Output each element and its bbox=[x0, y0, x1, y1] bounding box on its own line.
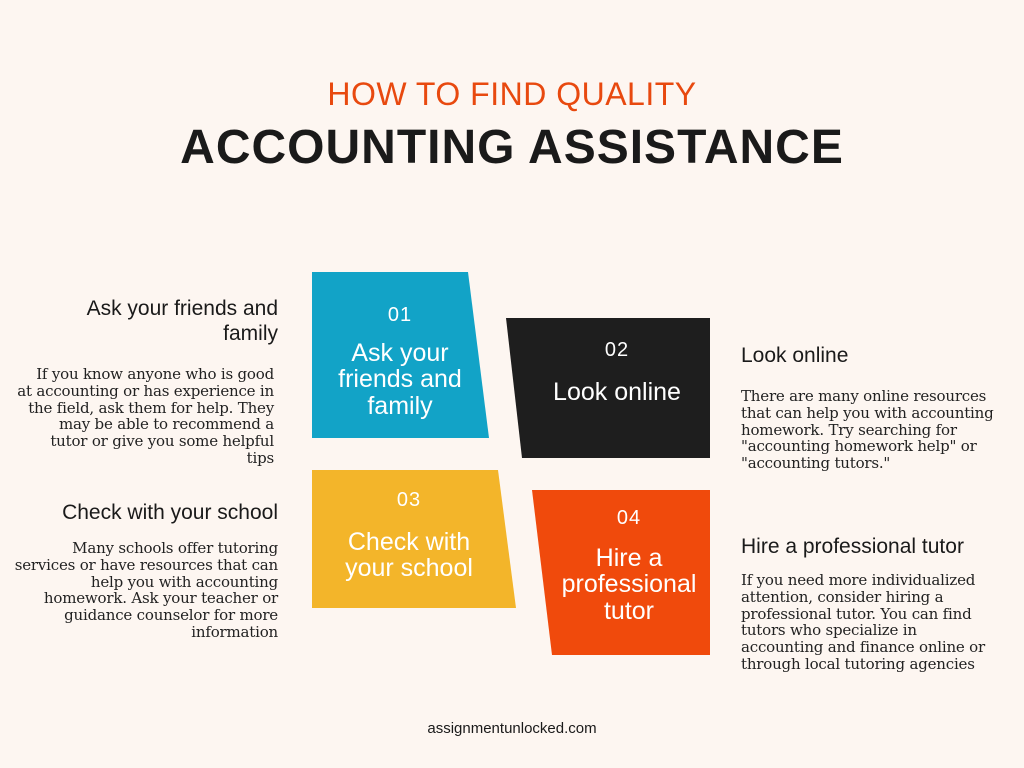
step-4-description-line: attention, consider hiring a bbox=[741, 587, 944, 606]
step-2-description bbox=[741, 388, 1017, 472]
step-4-heading-line: Hire a professional tutor bbox=[741, 535, 964, 558]
step-4-label-line: Hire a bbox=[595, 544, 663, 572]
step-2-heading bbox=[741, 343, 1011, 368]
step-4-card bbox=[548, 508, 710, 624]
step-1-description-line: tutor or give you some helpful bbox=[50, 432, 274, 451]
step-3-card bbox=[318, 490, 500, 582]
step-4-label-line: professional bbox=[561, 570, 697, 599]
page-title: ACCOUNTING ASSISTANCE bbox=[180, 121, 844, 174]
step-2-description-line: There are many online resources bbox=[741, 387, 987, 405]
step-4-label bbox=[548, 545, 710, 624]
step-1-description bbox=[6, 366, 274, 467]
step-1-heading-line: Ask your friends and bbox=[86, 297, 278, 320]
step-3-description-line: services or have resources that can bbox=[14, 555, 278, 574]
step-4-description bbox=[741, 572, 1017, 673]
step-4-label-line: tutor bbox=[603, 596, 655, 625]
step-4-description-line: If you need more individualized bbox=[741, 571, 976, 589]
step-3-label bbox=[318, 529, 500, 582]
step-2-description-line: that can help you with accounting bbox=[741, 403, 994, 422]
step-2-number: 02 bbox=[604, 339, 630, 361]
step-1-description-line: tips bbox=[246, 448, 274, 467]
step-2-card bbox=[520, 340, 714, 405]
step-3-description-line: Many schools offer tutoring bbox=[72, 539, 278, 557]
step-3-label-line: Check with bbox=[347, 528, 471, 556]
step-2-label bbox=[520, 379, 714, 405]
step-2-description-line: "accounting tutors." bbox=[741, 454, 891, 473]
step-3-heading-line: Check with your school bbox=[62, 501, 278, 524]
step-1-label-line: Ask your bbox=[351, 339, 449, 367]
step-4-description-line: accounting and finance online or bbox=[741, 638, 985, 657]
step-3-label-line: your school bbox=[345, 554, 473, 583]
step-3-heading bbox=[20, 500, 278, 525]
step-2-label-line: Look online bbox=[553, 378, 681, 406]
page-subtitle: HOW TO FIND QUALITY bbox=[327, 76, 697, 112]
step-2-heading-line: Look online bbox=[741, 344, 849, 367]
step-1-description-line: the field, ask them for help. They bbox=[28, 398, 274, 417]
step-3-number: 03 bbox=[396, 489, 422, 511]
step-3-description bbox=[6, 540, 278, 641]
step-3-description-line: guidance counselor for more bbox=[64, 606, 278, 625]
step-1-heading-line: family bbox=[223, 322, 278, 346]
step-1-description-line: at accounting or has experience in bbox=[17, 381, 274, 400]
step-4-description-line: through local tutoring agencies bbox=[741, 654, 975, 673]
step-4-description-line: professional tutor. You can find bbox=[741, 604, 972, 623]
step-1-heading bbox=[20, 296, 278, 346]
footer-website[interactable]: assignmentunlocked.com bbox=[427, 720, 597, 737]
step-4-heading bbox=[741, 534, 1011, 559]
step-4-description-line: tutors who specialize in bbox=[741, 621, 917, 640]
step-1-description-line: If you know anyone who is good bbox=[36, 365, 274, 383]
step-1-label-line: friends and bbox=[338, 365, 462, 394]
step-3-description-line: homework. Ask your teacher or bbox=[43, 589, 278, 608]
step-1-card bbox=[314, 305, 486, 419]
step-4-number: 04 bbox=[616, 507, 642, 529]
step-1-number: 01 bbox=[387, 304, 413, 326]
step-3-description-line: information bbox=[191, 622, 278, 641]
step-3-description-line: help you with accounting bbox=[90, 572, 278, 591]
step-2-description-line: "accounting homework help" or bbox=[741, 437, 977, 456]
step-1-label bbox=[314, 340, 486, 419]
step-1-description-line: may be able to recommend a bbox=[58, 415, 274, 434]
step-1-label-line: family bbox=[367, 391, 433, 420]
step-2-description-line: homework. Try searching for bbox=[741, 420, 957, 439]
